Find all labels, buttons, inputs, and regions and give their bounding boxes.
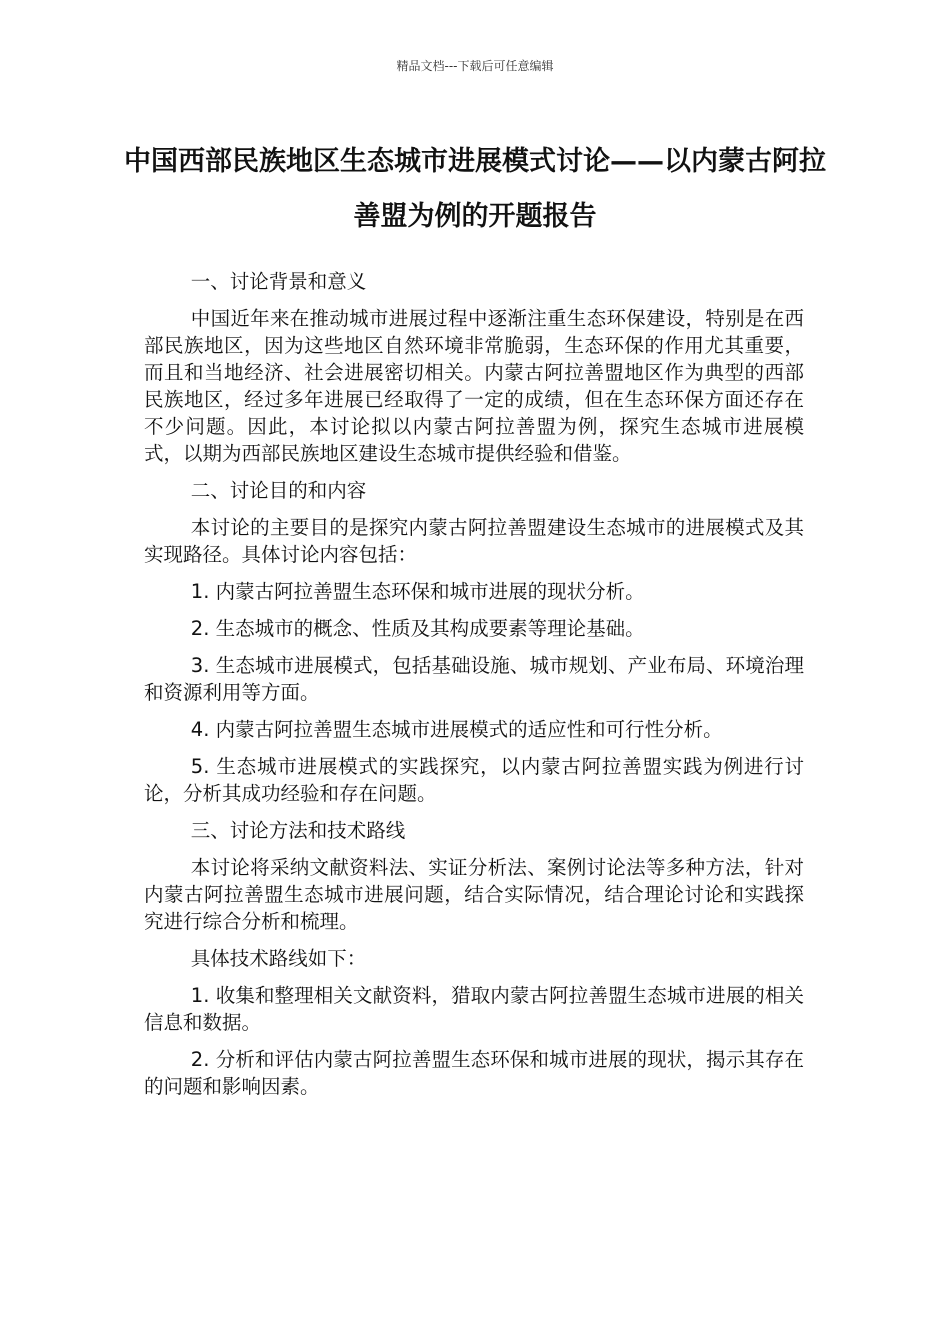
list-item: 2. 生态城市的概念、性质及其构成要素等理论基础。	[190, 617, 645, 640]
section-heading-objectives: 二、讨论目的和内容	[190, 479, 367, 502]
list-item: 2. 分析和评估内蒙古阿拉善盟生态环保和城市进展的现状，揭示其存在的问题和影响因素。	[144, 1048, 804, 1098]
section-heading-background: 一、讨论背景和意义	[190, 270, 367, 293]
header-note: 精品文档---下载后可任意编辑	[396, 59, 554, 73]
list-item: 1. 内蒙古阿拉善盟生态环保和城市进展的现状分析。	[190, 580, 645, 603]
list-item: 5. 生态城市进展模式的实践探究，以内蒙古阿拉善盟实践为例进行讨论，分析其成功经验和存在问题。	[144, 755, 804, 805]
list-item: 3. 生态城市进展模式，包括基础设施、城市规划、产业布局、环境治理和资源利用等方面。	[144, 654, 804, 704]
list-item: 1. 收集和整理相关文献资料，猎取内蒙古阿拉善盟生态城市进展的相关信息和数据。	[144, 984, 804, 1034]
document-body	[144, 268, 804, 1110]
paragraph-methods: 本讨论将采纳文献资料法、实证分析法、案例讨论法等多种方法，针对内蒙古阿拉善盟生态城市进展问题，结合实际情况，结合理论讨论和实践探究进行综合分析和梳理。	[144, 856, 804, 933]
list-item: 4. 内蒙古阿拉善盟生态城市进展模式的适应性和可行性分析。	[190, 718, 723, 741]
paragraph-technical-route: 具体技术路线如下：	[190, 947, 367, 970]
section-heading-methods: 三、讨论方法和技术路线	[190, 819, 406, 842]
paragraph-background: 中国近年来在推动城市进展过程中逐渐注重生态环保建设，特别是在西部民族地区，因为这些地区自然环境非常脆弱，生态环保的作用尤其重要，而且和当地经济、社会进展密切相关。内蒙古阿拉善盟地区作为典型的西部民族地区，经过多年进展已经取得了一定的成绩，但在生态环保方面还存在不少问题。因此，本讨论拟以内蒙古阿拉善盟为例，探究生态城市进展模式，以期为西部民族地区建设生态城市提供经验和借鉴。	[144, 307, 804, 465]
document-title: 中国西部民族地区生态城市进展模式讨论——以内蒙古阿拉善盟为例的开题报告	[124, 146, 826, 232]
paragraph-objectives: 本讨论的主要目的是探究内蒙古阿拉善盟建设生态城市的进展模式及其实现路径。具体讨论内容包括：	[144, 516, 804, 566]
